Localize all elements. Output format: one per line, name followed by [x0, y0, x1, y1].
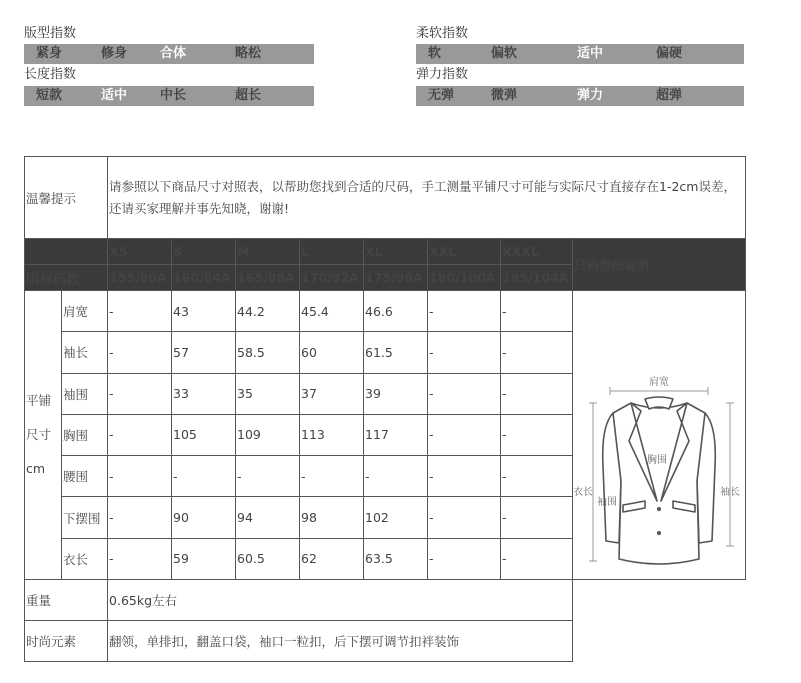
- measure-cell: -: [364, 456, 428, 497]
- measure-cell: 98: [300, 497, 364, 538]
- size-s: S: [172, 239, 236, 265]
- measure-cell: -: [428, 538, 501, 579]
- softness-option-2: 偏软: [491, 46, 518, 61]
- size-chart-table: [24, 156, 746, 662]
- measure-cell: -: [108, 497, 172, 538]
- measure-cell: 33: [172, 373, 236, 414]
- size-reference-label: 尺码参照说明: [573, 239, 746, 291]
- elasticity-option-4: 超弹: [656, 88, 683, 103]
- weight-row: [25, 580, 746, 621]
- size-l: L: [300, 239, 364, 265]
- length-index-bar: [24, 86, 314, 106]
- length-index: [24, 67, 76, 83]
- measure-name: 胸围: [62, 414, 108, 455]
- measure-cell: 46.6: [364, 291, 428, 332]
- tip-label: 温馨提示: [25, 157, 108, 239]
- measure-cell: -: [172, 456, 236, 497]
- measure-cell: 117: [364, 414, 428, 455]
- measure-cell: -: [428, 414, 501, 455]
- measure-cell: -: [108, 456, 172, 497]
- measure-name: 肩宽: [62, 291, 108, 332]
- softness-index-bar: [416, 44, 744, 64]
- size-xs: XS: [108, 239, 172, 265]
- flat-size-line-3: cm: [26, 461, 46, 476]
- fit-index: [24, 26, 76, 42]
- measure-cell: 45.4: [300, 291, 364, 332]
- measure-cell: -: [428, 373, 501, 414]
- length-option-4: 超长: [235, 88, 262, 103]
- size-xxxl: XXXL: [501, 239, 573, 265]
- softness-index: [416, 26, 468, 42]
- measure-cell: -: [108, 538, 172, 579]
- measure-cell: 58.5: [236, 332, 300, 373]
- measure-cell: 43: [172, 291, 236, 332]
- measure-cell: 44.2: [236, 291, 300, 332]
- softness-option-3: 适中: [577, 46, 604, 61]
- jacket-diagram-cell: [573, 291, 746, 580]
- blank-cell: [573, 580, 746, 662]
- measure-name: 下摆围: [62, 497, 108, 538]
- measure-cell: 62: [300, 538, 364, 579]
- measure-name: 袖长: [62, 332, 108, 373]
- elasticity-index: [416, 67, 468, 83]
- elasticity-option-1: 无弹: [428, 88, 455, 103]
- softness-index-title: 柔软指数: [416, 26, 469, 41]
- measure-cell: -: [236, 456, 300, 497]
- flat-size-line-1: 平铺: [26, 393, 52, 408]
- length-text: 衣长: [573, 487, 594, 498]
- measure-name: 衣长: [62, 538, 108, 579]
- gb-code-s: 160/84A: [172, 265, 236, 291]
- tip-text: 请参照以下商品尺寸对照表，以帮助您找到合适的尺码，手工测量平铺尺寸可能与实际尺寸直接存在1-2cm误差，还请买家理解并事先知晓，谢谢!: [108, 157, 746, 239]
- size-xxl: XXL: [428, 239, 501, 265]
- weight-value: 0.65kg左右: [108, 580, 573, 621]
- chest-text: 胸围: [647, 455, 668, 466]
- fit-option-1: 紧身: [36, 46, 63, 61]
- softness-option-1: 软: [428, 46, 442, 61]
- jacket-diagram: [573, 291, 745, 576]
- tip-row: [25, 157, 746, 239]
- measure-cell: -: [501, 497, 573, 538]
- measure-cell: 60: [300, 332, 364, 373]
- length-index-title: 长度指数: [24, 67, 77, 82]
- measure-cell: -: [501, 291, 573, 332]
- measure-cell: -: [428, 291, 501, 332]
- fashion-label: 时尚元素: [25, 621, 108, 662]
- measure-cell: -: [428, 332, 501, 373]
- measure-cell: 39: [364, 373, 428, 414]
- fit-index-bar: [24, 44, 314, 64]
- measure-cell: 94: [236, 497, 300, 538]
- measure-cell: -: [501, 373, 573, 414]
- measure-cell: 109: [236, 414, 300, 455]
- elasticity-index-title: 弹力指数: [416, 67, 469, 82]
- length-option-2: 适中: [101, 88, 128, 103]
- flat-size-line-2: 尺寸: [26, 427, 52, 442]
- jacket-body: [613, 403, 705, 564]
- fashion-value: 翻领，单排扣，翻盖口袋，袖口一粒扣，后下摆可调节扣袢装饰: [108, 621, 573, 662]
- measure-cell: 37: [300, 373, 364, 414]
- measure-cell: -: [300, 456, 364, 497]
- measure-cell: -: [108, 291, 172, 332]
- measure-cell: -: [501, 332, 573, 373]
- measure-cell: 59: [172, 538, 236, 579]
- gb-label: 国标码数: [25, 265, 108, 291]
- measure-cell: -: [428, 456, 501, 497]
- sleeve-circ-text: 袖围: [597, 497, 618, 508]
- measure-cell: 105: [172, 414, 236, 455]
- measure-cell: 63.5: [364, 538, 428, 579]
- measure-cell: 113: [300, 414, 364, 455]
- measure-cell: -: [108, 332, 172, 373]
- weight-label: 重量: [25, 580, 108, 621]
- measure-cell: 35: [236, 373, 300, 414]
- measure-cell: 60.5: [236, 538, 300, 579]
- shoulder-text: 肩宽: [649, 377, 670, 388]
- measure-cell: -: [501, 456, 573, 497]
- elasticity-option-2: 微弹: [491, 88, 518, 103]
- sleeve-len-text: 袖长: [720, 487, 741, 498]
- fit-option-2: 修身: [101, 46, 128, 61]
- size-xl: XL: [364, 239, 428, 265]
- elasticity-index-bar: [416, 86, 744, 106]
- measure-cell: -: [108, 414, 172, 455]
- measure-cell: -: [501, 414, 573, 455]
- fit-option-4: 略松: [235, 46, 262, 61]
- flat-size-label: [25, 291, 62, 580]
- elasticity-option-3: 弹力: [577, 88, 604, 103]
- measure-cell: -: [428, 497, 501, 538]
- size-header-row: [25, 239, 746, 265]
- fit-index-title: 版型指数: [24, 26, 77, 41]
- gb-code-l: 170/92A: [300, 265, 364, 291]
- fit-option-3: 合体: [160, 46, 187, 61]
- length-option-3: 中长: [160, 88, 187, 103]
- measure-cell: -: [501, 538, 573, 579]
- gb-code-xxl: 180/100A: [428, 265, 501, 291]
- size-header-blank: [25, 239, 108, 265]
- measure-row-shoulder: [25, 291, 746, 332]
- measure-cell: 57: [172, 332, 236, 373]
- length-option-1: 短款: [36, 88, 63, 103]
- gb-code-xs: 155/80A: [108, 265, 172, 291]
- gb-code-xxxl: 185/104A: [501, 265, 573, 291]
- measure-cell: -: [108, 373, 172, 414]
- gb-code-xl: 175/96A: [364, 265, 428, 291]
- softness-option-4: 偏硬: [656, 46, 683, 61]
- measure-cell: 61.5: [364, 332, 428, 373]
- measure-cell: 90: [172, 497, 236, 538]
- collar: [645, 397, 673, 409]
- measure-name: 腰围: [62, 456, 108, 497]
- measure-cell: 102: [364, 497, 428, 538]
- size-m: M: [236, 239, 300, 265]
- gb-code-m: 165/88A: [236, 265, 300, 291]
- measure-name: 袖围: [62, 373, 108, 414]
